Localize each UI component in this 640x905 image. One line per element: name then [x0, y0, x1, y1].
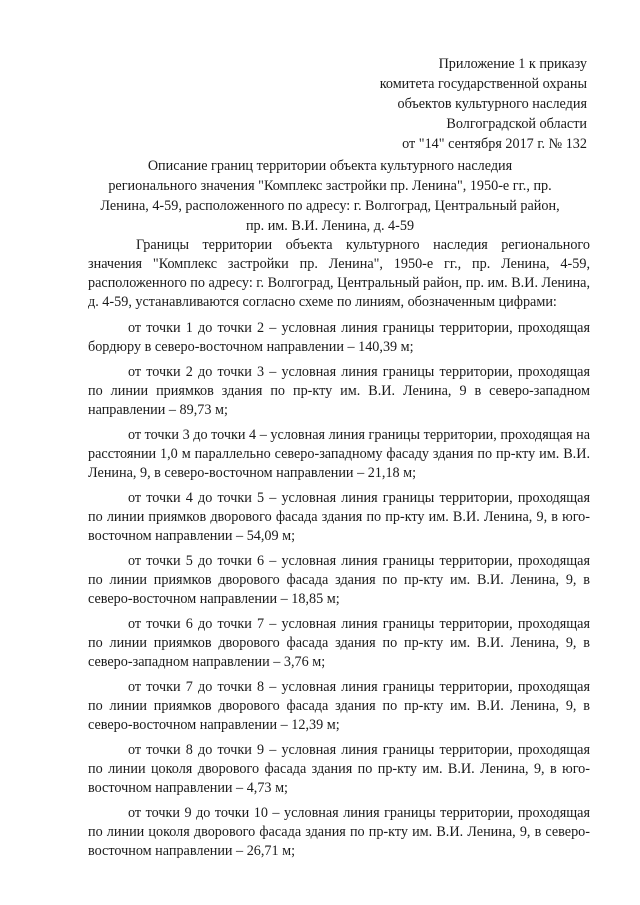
appendix-line: объектов культурного наследия: [397, 96, 587, 112]
boundary-segment-5-6: от точки 5 до точки 6 – условная линия границы территории, проходящая по линии приямков дворового фасада здания по пр-кту им. В.И. Ленина, 9, в северо-восточном направлении – 18,85 м;: [88, 553, 590, 607]
boundary-segment-2-3: от точки 2 до точки 3 – условная линия границы территории, проходящая по линии приямков здания по пр-кту им. В.И. Ленина, 9 в северо-западном направлении – 89,73 м;: [88, 364, 590, 418]
boundary-segment-4-5: от точки 4 до точки 5 – условная линия границы территории, проходящая по линии приямков дворового фасада здания по пр-кту им. В.И. Ленина, 9, в юго-восточном направлении – 54,09 м;: [88, 490, 590, 544]
boundary-segment-1-2: от точки 1 до точки 2 – условная линия границы территории, проходящая бордюру в северо-восточном направлении – 140,39 м;: [88, 320, 590, 355]
title-line: Описание границ территории объекта культурного наследия: [147, 158, 513, 174]
intro-paragraph: Границы территории объекта культурного наследия регионального значения "Комплекс застройки пр. Ленина", 1950-е гг., пр. Ленина, 4-59, расположенного по адресу: г. Волгоград, Центральный район, пр. им. В.И. Ленина, д. 4-59, устанавливаются согласно схеме по линиям, обозначенным цифрами:: [88, 237, 590, 310]
boundary-segment-9-10: от точки 9 до точки 10 – условная линия границы территории, проходящая по линии цоколя дворового фасада здания по пр-кту им. В.И. Ленина, 9, в северо-восточном направлении – 26,71 м;: [88, 805, 590, 859]
title-line: регионального значения "Комплекс застройки пр. Ленина", 1950-е гг., пр.: [108, 178, 552, 194]
appendix-line: от "14" сентября 2017 г. № 132: [402, 136, 587, 152]
title-line: Ленина, 4-59, расположенного по адресу: г. Волгоград, Центральный район,: [100, 198, 560, 214]
boundary-segment-8-9: от точки 8 до точки 9 – условная линия границы территории, проходящая по линии цоколя дворового фасада здания по пр-кту им. В.И. Ленина, 9, в юго-восточном направлении – 4,73 м;: [88, 742, 590, 796]
document-body: [88, 236, 590, 867]
appendix-line: Волгоградской области: [446, 116, 587, 132]
boundary-segment-3-4: от точки 3 до точки 4 – условная линия границы территории, проходящая на расстоянии 1,0 м параллельно северо-западному фасаду здания по пр-кту им. В.И. Ленина, 9, в северо-восточном направлении – 21,18 м;: [88, 427, 590, 481]
appendix-header: [380, 54, 587, 154]
document-title: [70, 156, 590, 236]
boundary-segment-7-8: от точки 7 до точки 8 – условная линия границы территории, проходящая по линии приямков дворового фасада здания по пр-кту им. В.И. Ленина, 9, в северо-восточном направлении – 12,39 м;: [88, 679, 590, 733]
title-line: пр. им. В.И. Ленина, д. 4-59: [245, 218, 415, 234]
appendix-line: комитета государственной охраны: [379, 76, 587, 92]
appendix-line: Приложение 1 к приказу: [438, 56, 587, 72]
boundary-segment-6-7: от точки 6 до точки 7 – условная линия границы территории, проходящая по линии приямков дворового фасада здания по пр-кту им. В.И. Ленина, 9, в северо-западном направлении – 3,76 м;: [88, 616, 590, 670]
